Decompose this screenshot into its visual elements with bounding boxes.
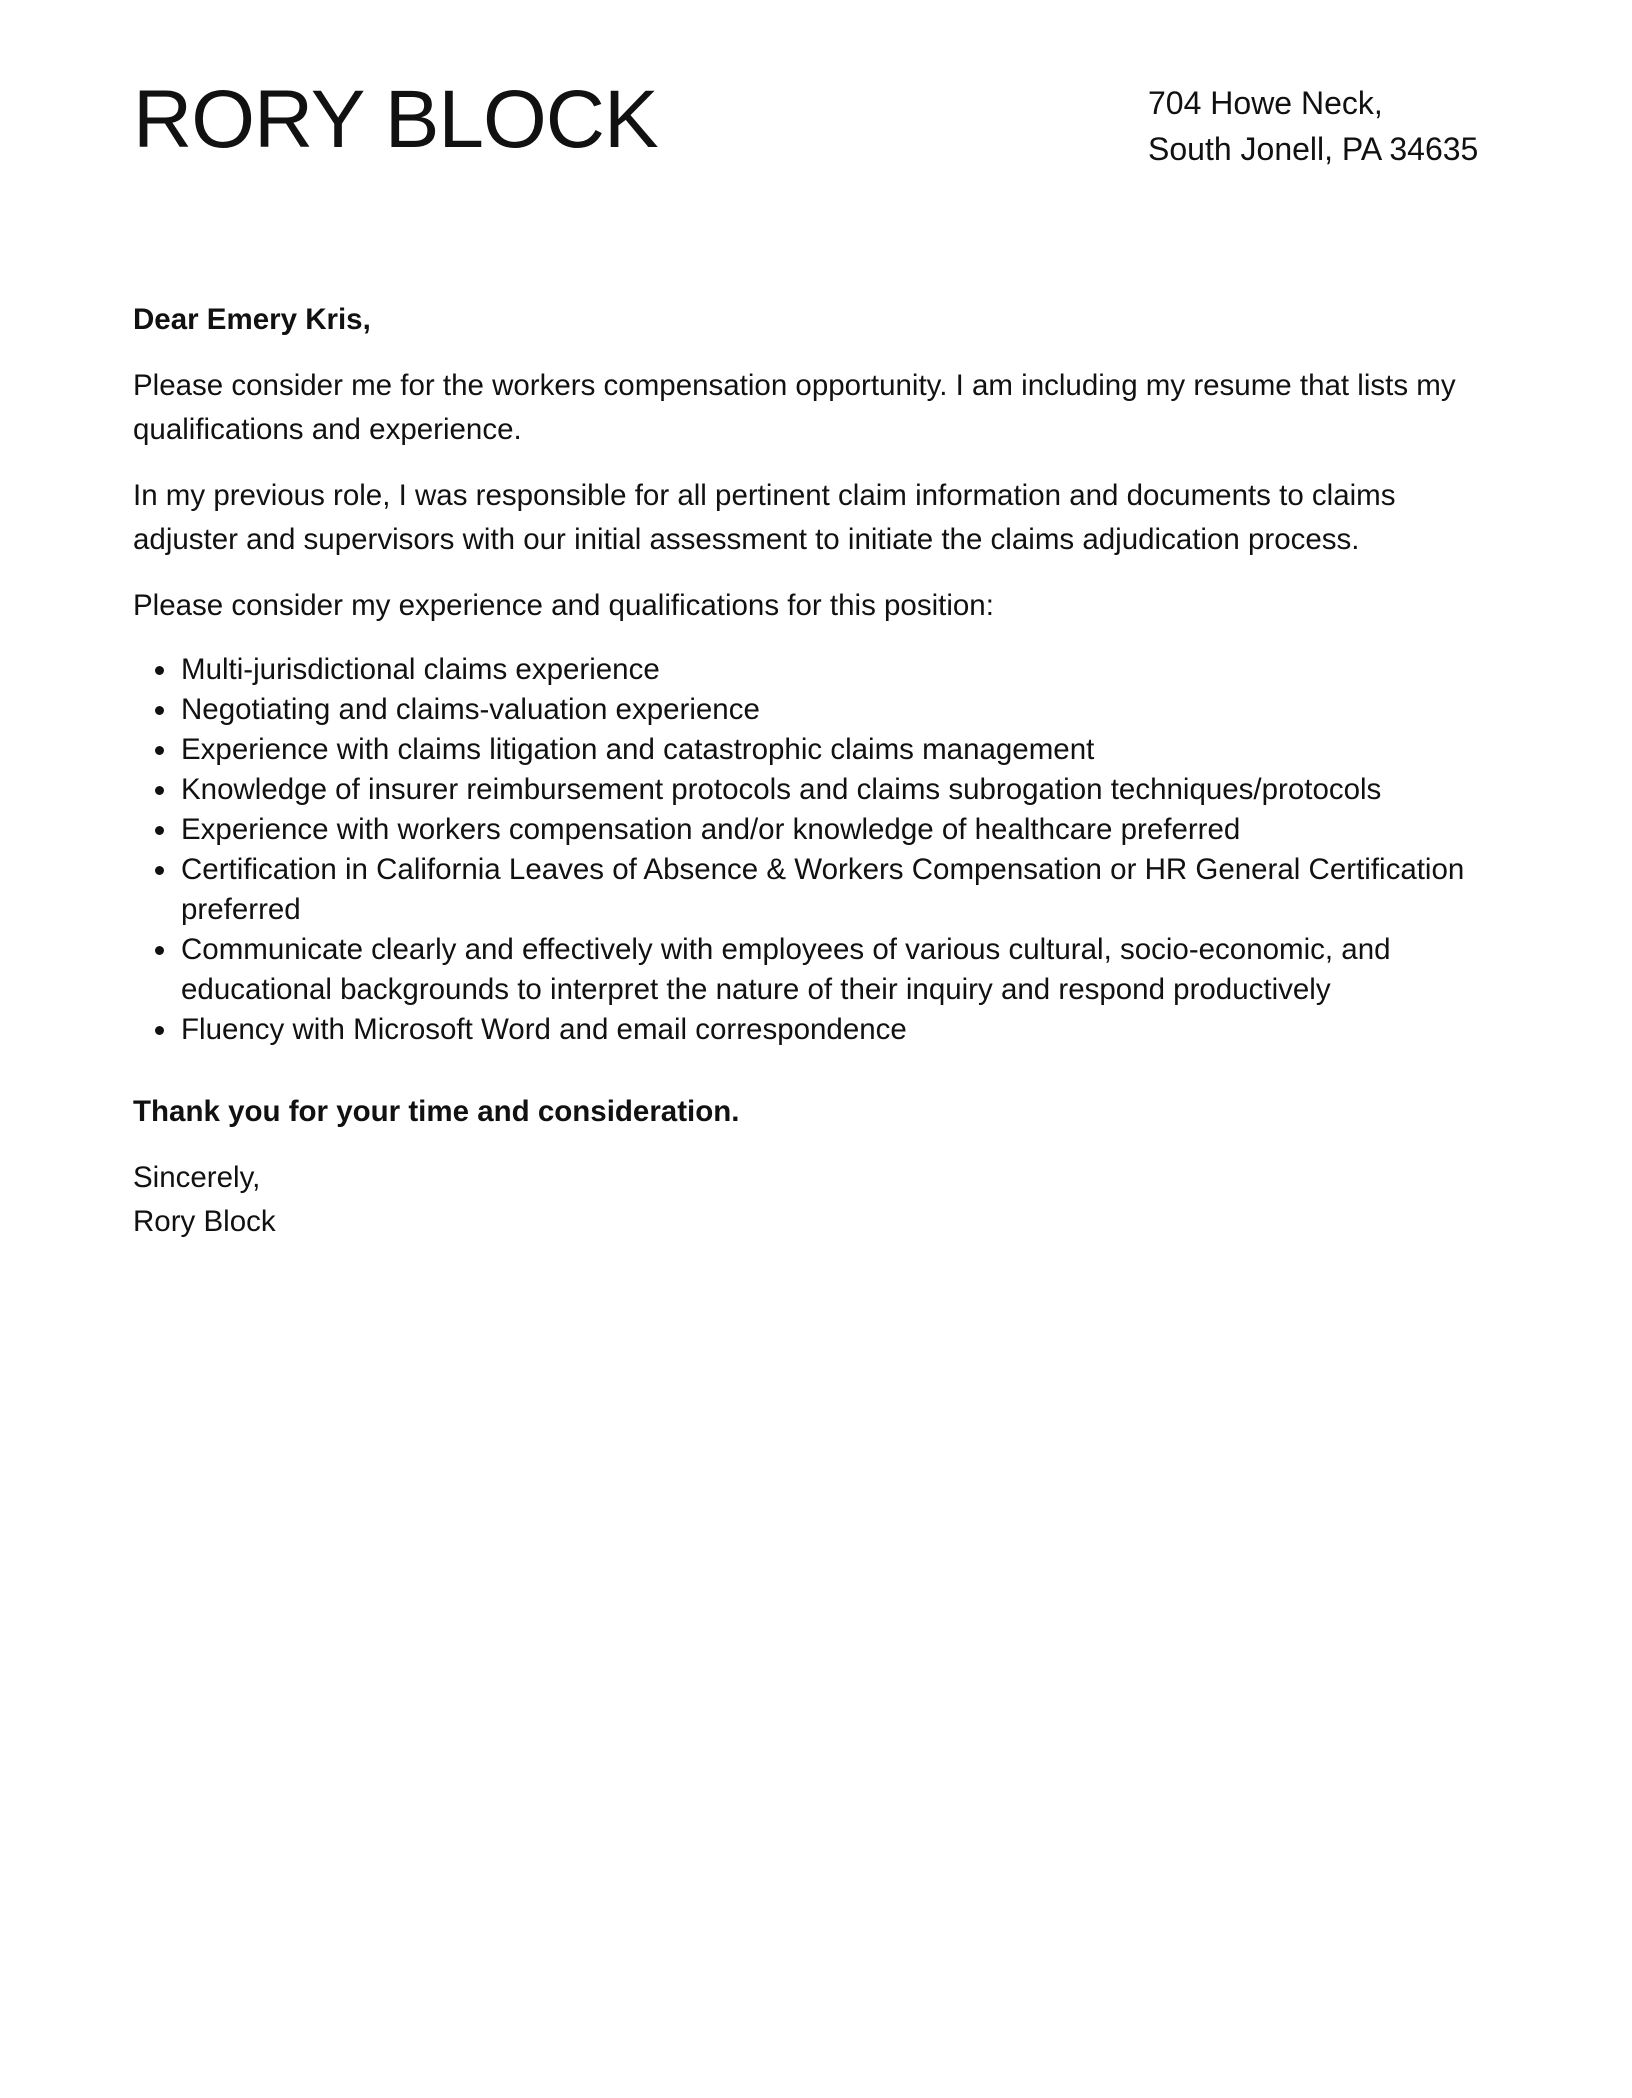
list-item-text: Experience with claims litigation and catastrophic claims management (181, 733, 1095, 766)
bullet-icon (155, 706, 164, 715)
bullet-icon (155, 746, 164, 755)
bullet-icon (155, 666, 164, 675)
list-item-text: Experience with workers compensation and/or knowledge of healthcare preferred (181, 813, 1241, 846)
letter-body (133, 298, 1499, 1244)
sender-name: RORY BLOCK (133, 74, 658, 165)
bullet-icon (155, 786, 164, 795)
list-item (133, 850, 1499, 930)
bullet-icon (155, 866, 164, 875)
bullet-icon (155, 946, 164, 955)
list-item (133, 730, 1499, 770)
list-item-text: Certification in California Leaves of Absence & Workers Compensation or HR General Certification preferred (181, 853, 1465, 926)
letter-header (133, 70, 1499, 220)
sender-address (1148, 80, 1478, 172)
paragraph-previous-role: In my previous role, I was responsible for all pertinent claim information and documents to claims adjuster and supervisors with our initial assessment to initiate the claims adjudication process. (133, 479, 1396, 556)
paragraph-intro: Please consider me for the workers compensation opportunity. I am including my resume that lists my qualifications and experience. (133, 369, 1456, 446)
list-item (133, 650, 1499, 690)
closing-line: Thank you for your time and consideration. (133, 1095, 740, 1128)
list-item (133, 930, 1499, 1010)
bullet-icon (155, 826, 164, 835)
signoff: Sincerely, (133, 1161, 261, 1194)
qualifications-list (133, 650, 1499, 1050)
list-item (133, 1010, 1499, 1050)
address-line-2: South Jonell, PA 34635 (1148, 131, 1479, 167)
list-item-text: Fluency with Microsoft Word and email correspondence (181, 1013, 907, 1046)
paragraph-qualifications-intro: Please consider my experience and qualifications for this position: (133, 589, 994, 622)
list-item-text: Negotiating and claims-valuation experience (181, 693, 760, 726)
list-item (133, 770, 1499, 810)
list-item (133, 810, 1499, 850)
bullet-icon (155, 1026, 164, 1035)
list-item-text: Multi-jurisdictional claims experience (181, 653, 660, 686)
signature-name: Rory Block (133, 1205, 276, 1238)
signoff-block (133, 1156, 1499, 1244)
list-item-text: Communicate clearly and effectively with employees of various cultural, socio-economic, and educational backgrounds to interpret the nature of their inquiry and respond productively (181, 933, 1391, 1006)
list-item-text: Knowledge of insurer reimbursement protocols and claims subrogation techniques/protocols (181, 773, 1382, 806)
address-line-1: 704 Howe Neck, (1148, 85, 1383, 121)
salutation: Dear Emery Kris, (133, 303, 371, 336)
list-item (133, 690, 1499, 730)
